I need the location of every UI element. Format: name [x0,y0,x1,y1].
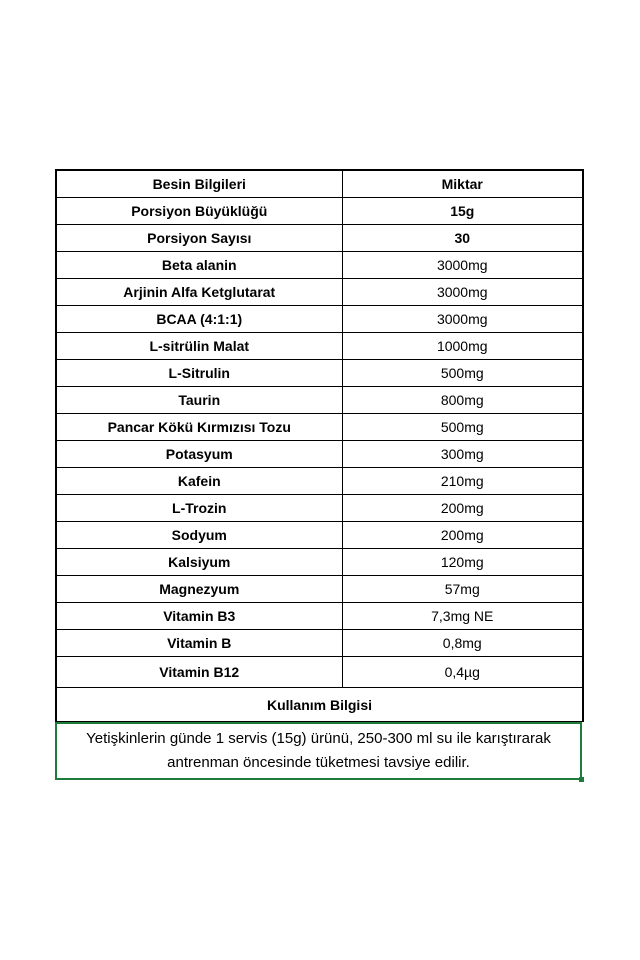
nutrient-amount: 0,4µg [342,657,583,688]
table-row [56,333,583,360]
nutrient-amount: 800mg [342,387,583,414]
nutrient-name: BCAA (4:1:1) [56,306,342,333]
table-header-row [56,170,583,198]
table-row [56,225,583,252]
nutrient-amount: 500mg [342,360,583,387]
usage-title: Kullanım Bilgisi [56,688,583,722]
nutrient-amount: 0,8mg [342,630,583,657]
nutrient-name: Arjinin Alfa Ketglutarat [56,279,342,306]
nutrient-name: Pancar Kökü Kırmızısı Tozu [56,414,342,441]
nutrient-amount: 30 [342,225,583,252]
nutrient-amount: 57mg [342,576,583,603]
fill-handle[interactable] [579,777,584,782]
nutrient-name: Potasyum [56,441,342,468]
nutrient-amount: 3000mg [342,252,583,279]
table-row [56,630,583,657]
nutrient-amount: 15g [342,198,583,225]
table-row [56,522,583,549]
header-name-cell: Besin Bilgileri [56,170,342,198]
nutrient-amount: 7,3mg NE [342,603,583,630]
nutrient-amount: 300mg [342,441,583,468]
table-row [56,441,583,468]
nutrient-name: Magnezyum [56,576,342,603]
table-row [56,306,583,333]
table-row [56,252,583,279]
nutrient-amount: 200mg [342,495,583,522]
nutrient-amount: 120mg [342,549,583,576]
nutrient-name: Vitamin B [56,630,342,657]
table-row [56,495,583,522]
table-row [56,603,583,630]
nutrient-name: L-Trozin [56,495,342,522]
nutrient-name: Porsiyon Büyüklüğü [56,198,342,225]
nutrient-name: Kafein [56,468,342,495]
usage-text: Yetişkinlerin günde 1 servis (15g) ürünü, 250-300 ml su ile karıştırarak antrenman öncesinde tüketmesi tavsiye edilir. [86,730,551,771]
nutrient-name: Vitamin B3 [56,603,342,630]
nutrient-amount: 1000mg [342,333,583,360]
nutrient-amount: 3000mg [342,306,583,333]
table-row [56,657,583,688]
nutrition-sheet [55,169,582,780]
table-row [56,198,583,225]
table-row [56,549,583,576]
nutrient-name: Vitamin B12 [56,657,342,688]
nutrient-amount: 500mg [342,414,583,441]
nutrient-name: Sodyum [56,522,342,549]
usage-title-row [56,688,583,722]
table-row [56,387,583,414]
table-row [56,468,583,495]
nutrient-name: Kalsiyum [56,549,342,576]
nutrient-amount: 3000mg [342,279,583,306]
nutrition-table [55,169,584,722]
nutrient-name: Beta alanin [56,252,342,279]
table-row [56,414,583,441]
table-row [56,360,583,387]
nutrient-name: L-Sitrulin [56,360,342,387]
nutrient-name: Porsiyon Sayısı [56,225,342,252]
nutrient-amount: 210mg [342,468,583,495]
nutrient-amount: 200mg [342,522,583,549]
usage-text-cell[interactable] [55,722,582,780]
nutrient-name: L-sitrülin Malat [56,333,342,360]
header-amount-cell: Miktar [342,170,583,198]
table-row [56,279,583,306]
nutrient-name: Taurin [56,387,342,414]
table-row [56,576,583,603]
